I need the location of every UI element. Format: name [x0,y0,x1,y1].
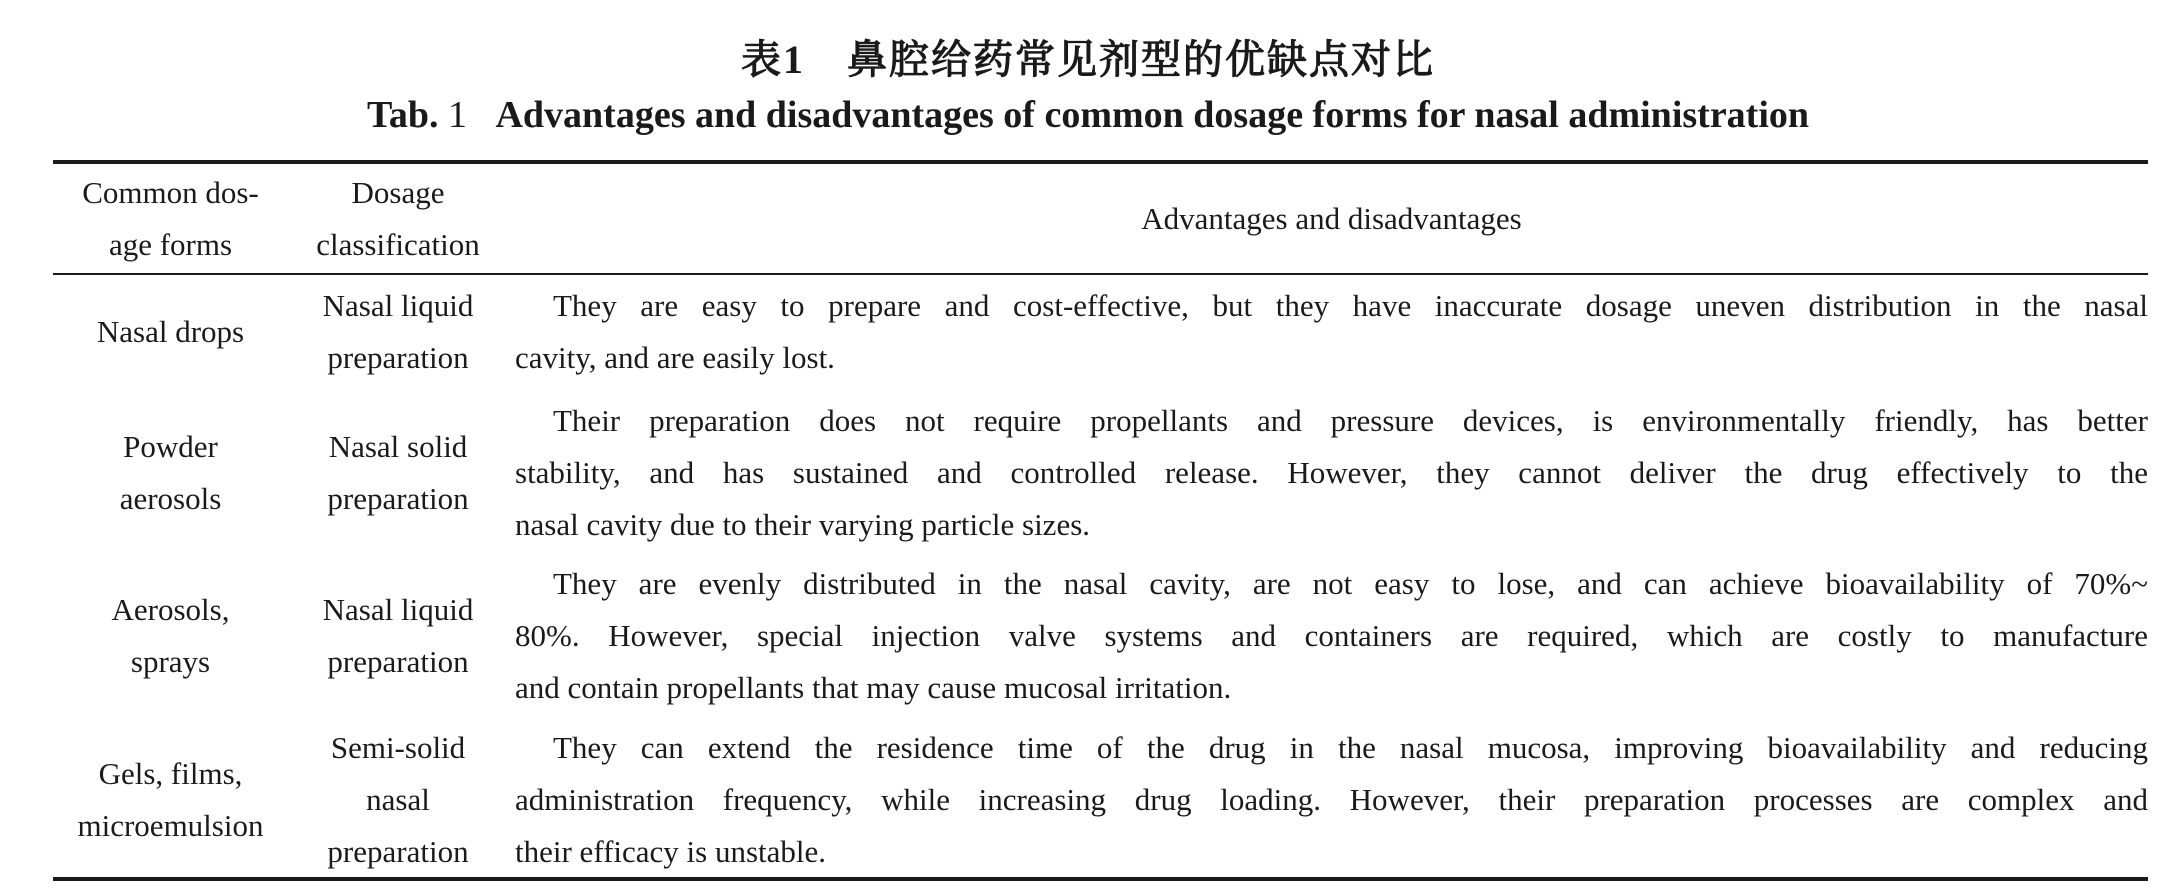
cell-line: nasal cavity due to their varying particle sizes. [515,507,1091,542]
header-row [53,164,2148,274]
dosage-form-cell [53,558,288,714]
cell-line: sprays [130,644,211,679]
bottom-rule [53,877,2148,881]
cell-line: Nasal liquid [322,288,474,323]
table-title-chinese: 表1 鼻腔给药常见剂型的优缺点对比 [741,37,1435,82]
table-row [53,558,2148,714]
table-label: Tab. [366,94,439,136]
cell-line: preparation [327,834,469,869]
dosage-form-cell [53,278,288,386]
dosage-form-cell [53,722,288,878]
cell-line: Aerosols, [111,592,230,627]
cell-line: 80%. However, special injection valve systems and containers are required, which are costly to manufacture [515,618,2148,653]
cell-line: preparation [327,481,469,516]
table-title-english [0,93,2176,137]
header-common-dosage-forms [53,164,288,274]
advantages-cell [515,722,2148,878]
advantages-cell [515,278,2148,386]
cell-line: Powder [123,429,218,464]
header-line: age forms [108,227,233,262]
header-line: Common dos- [82,175,259,210]
cell-line: Nasal drops [96,314,245,349]
cell-line: administration frequency, while increasing drug loading. However, their preparation processes are complex and [515,782,2148,817]
dosage-form-cell [53,395,288,551]
classification-cell [293,278,503,386]
cell-line: nasal [366,782,430,817]
cell-line: preparation [327,340,469,375]
cell-line: stability, and has sustained and controlled release. However, they cannot deliver the drug effectively to the [515,455,2148,490]
cell-line: They can extend the residence time of the drug in the nasal mucosa, improving bioavailability and reducing [553,730,2148,765]
cell-line: cavity, and are easily lost. [515,340,835,375]
table-caption: Advantages and disadvantages of common dosage forms for nasal administration [495,94,1810,136]
header-rule [53,273,2148,275]
cell-line: microemulsion [77,808,264,843]
table-number: 1 [447,94,467,136]
cell-line: aerosols [119,481,222,516]
cell-line: They are easy to prepare and cost-effective, but they have inaccurate dosage uneven distribution in the nasal [553,288,2148,323]
header-advantages-disadvantages [515,164,2148,274]
cell-line: Gels, films, [98,756,243,791]
cell-line: They are evenly distributed in the nasal cavity, are not easy to lose, and can achieve bioavailability of 70%~ [553,566,2148,601]
table-row [53,395,2148,551]
table-row [53,278,2148,386]
header-line: Dosage [351,175,445,210]
table-row [53,722,2148,878]
classification-cell [293,558,503,714]
classification-cell [293,722,503,878]
cell-line: their efficacy is unstable. [515,834,827,869]
cell-line: preparation [327,644,469,679]
header-line: classification [316,227,480,262]
header-dosage-classification [293,164,503,274]
cell-line: Nasal solid [328,429,468,464]
cell-line: Nasal liquid [322,592,474,627]
advantages-cell [515,395,2148,551]
cell-line: Semi-solid [330,730,466,765]
advantages-cell [515,558,2148,714]
classification-cell [293,395,503,551]
cell-line: Their preparation does not require propellants and pressure devices, is environmentally friendly, has better [553,403,2148,438]
cell-line: and contain propellants that may cause mucosal irritation. [515,670,1232,705]
header-line: Advantages and disadvantages [1141,201,1522,236]
